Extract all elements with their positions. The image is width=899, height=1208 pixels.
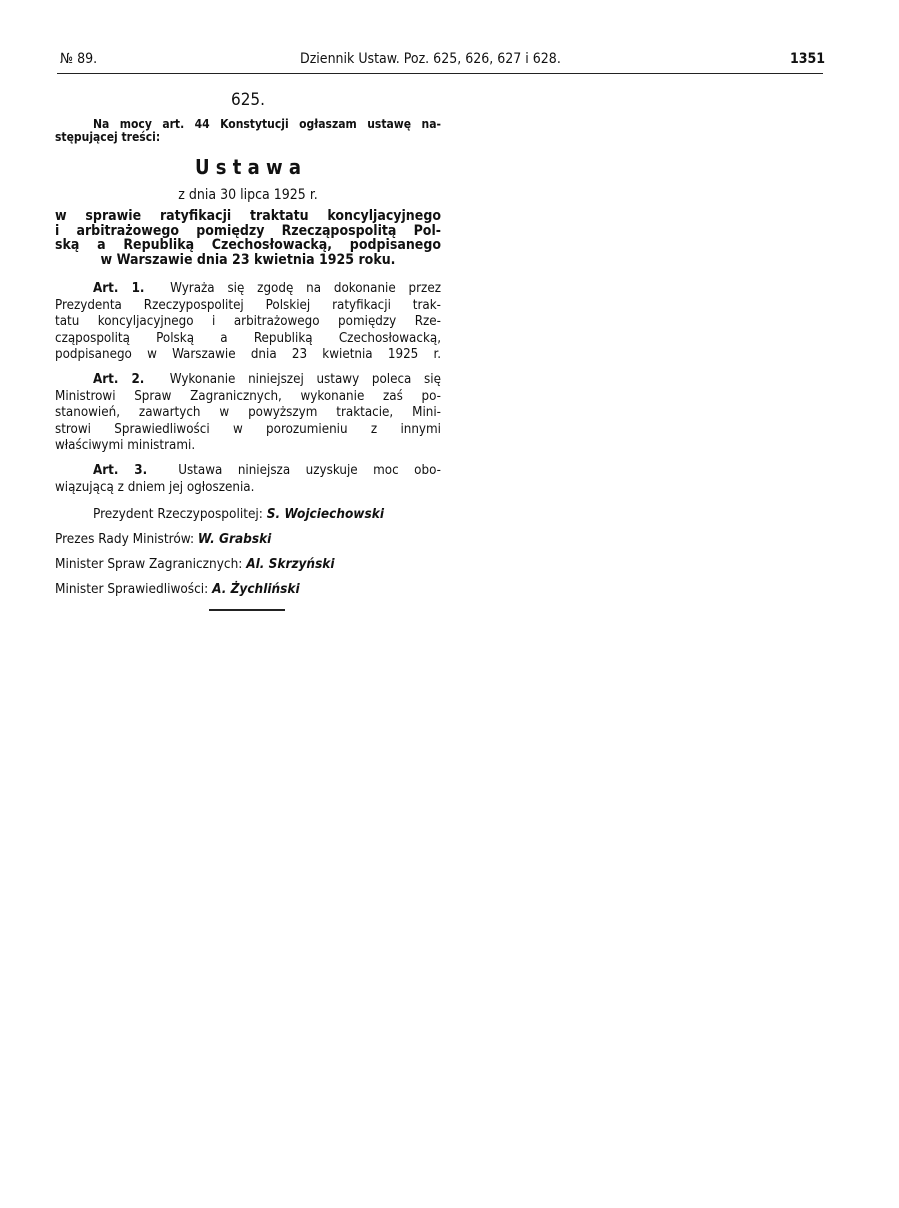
- page-number: 1351: [790, 51, 826, 67]
- issue-number: № 89.: [60, 51, 98, 67]
- article-line: podpisanego w Warszawie dnia 23 kwietnia 1925 r.: [55, 347, 441, 363]
- intro-line: Na mocy art. 44 Konstytucji ogłaszam ustawę na-: [93, 117, 441, 131]
- act-date: z dnia 30 lipca 1925 r.: [178, 187, 318, 203]
- article-line: cząpospolitą Polską a Republiką Czechosłowacką,: [55, 330, 441, 346]
- signature-role: Prezes Rady Ministrów:: [55, 531, 195, 547]
- signature-name: S. Wojciechowski: [266, 506, 384, 522]
- act-title-line: w Warszawie dnia 23 kwietnia 1925 roku.: [100, 251, 396, 268]
- signature-line: [55, 577, 441, 602]
- signature-role: Minister Spraw Zagranicznych:: [55, 556, 243, 572]
- article-line: Wykonanie niniejszej ustawy poleca się: [169, 372, 441, 387]
- signature-role: Minister Sprawiedliwości:: [55, 581, 209, 597]
- act-heading: U s t a w a: [194, 155, 302, 179]
- act-title-line: i arbitrażowego pomiędzy Rzecząpospolitą Pol-: [55, 222, 441, 239]
- signature-role: Prezydent Rzeczypospolitej:: [93, 506, 263, 522]
- signature-name: W. Grabski: [197, 531, 272, 547]
- signature-name: Al. Skrzyński: [246, 556, 335, 572]
- article-line: Prezydenta Rzeczypospolitej Polskiej ratyfikacji trak-: [55, 297, 441, 313]
- signature-line: [55, 527, 441, 552]
- signature-name: A. Żychliński: [212, 581, 300, 597]
- article-line: strowi Sprawiedliwości w porozumieniu z innymi: [55, 421, 441, 437]
- article-line: stanowień, zawartych w powyższym traktacie, Mini-: [55, 405, 441, 421]
- article-line: Ustawa niniejsza uzyskuje moc obo-: [178, 463, 441, 478]
- article-2: [55, 372, 441, 455]
- article-line: tatu koncyljacyjnego i arbitrażowego pomiędzy Rze-: [55, 314, 441, 330]
- act-title-line: ską a Republiką Czechosłowacką, podpisanego: [55, 237, 441, 253]
- article-3: [55, 463, 441, 496]
- article-line: Ministrowi Spraw Zagranicznych, wykonanie zaś po-: [55, 388, 441, 404]
- article-1: [55, 281, 441, 364]
- running-title: Dziennik Ustaw. Poz. 625, 626, 627 i 628.: [300, 51, 561, 67]
- act-title: [55, 209, 441, 267]
- article-label: Art. 3.: [93, 463, 148, 478]
- article-line: właściwymi ministrami.: [55, 438, 196, 454]
- signature-line: [55, 502, 441, 527]
- article-label: Art. 2.: [93, 372, 145, 387]
- signature-line: [55, 552, 441, 577]
- article-line: Wyraża się zgodę na dokonanie przez: [170, 281, 441, 296]
- section-end-rule: [209, 609, 285, 611]
- intro: [55, 118, 441, 144]
- article-label: Art. 1.: [93, 281, 145, 296]
- act-title-line: w sprawie ratyfikacji traktatu koncyljacyjnego: [55, 208, 441, 224]
- signatures: [55, 502, 441, 602]
- item-number: 625.: [230, 90, 266, 110]
- article-line: wiązującą z dniem jej ogłoszenia.: [55, 479, 255, 495]
- header-rule: [57, 73, 823, 74]
- intro-line: stępującej treści:: [55, 130, 161, 144]
